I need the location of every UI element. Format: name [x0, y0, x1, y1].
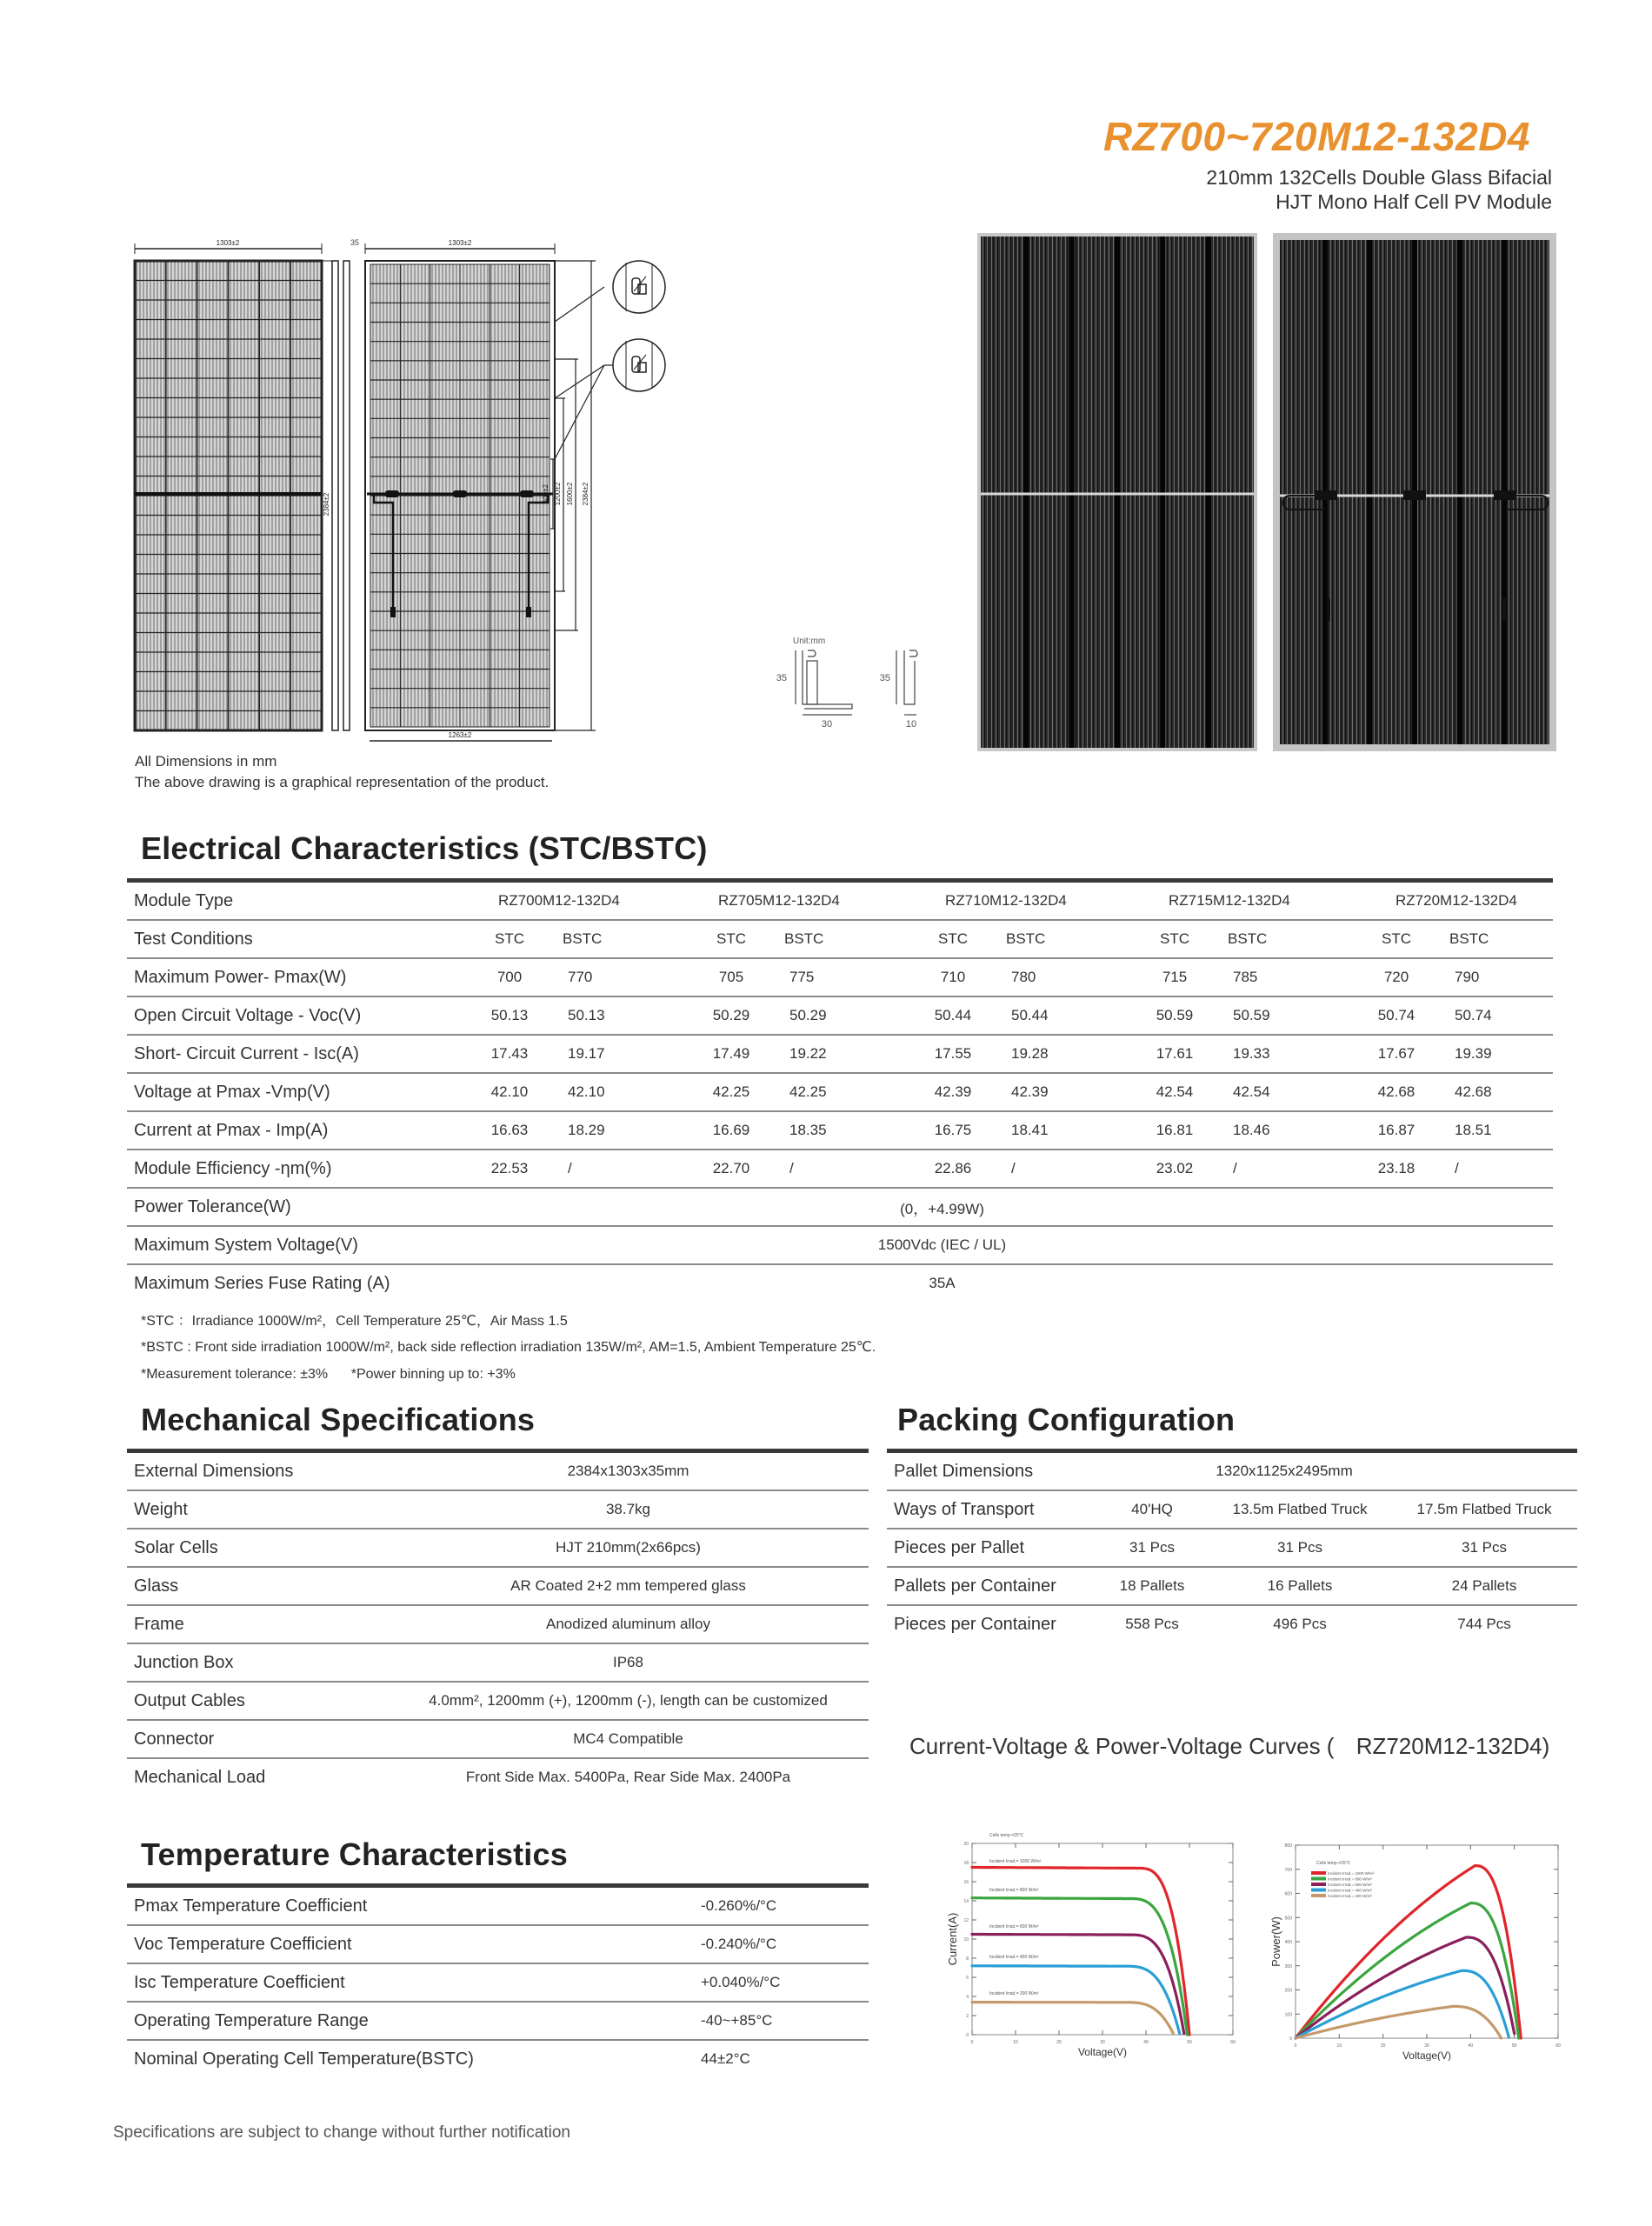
y-tick-label: 18 [963, 1861, 969, 1866]
module-type-label: Module Type [127, 883, 470, 920]
bstc-value: 19.22 [770, 1035, 914, 1073]
dim-1600: 1600±2 [566, 482, 574, 506]
temperature-row-label: Operating Temperature Range [127, 2002, 536, 2040]
bstc-value: 42.25 [770, 1073, 914, 1111]
mechanical-table [127, 1453, 869, 1796]
mechanical-row-label: Output Cables [127, 1682, 388, 1720]
electrical-row-label: Maximum Power- Pmax(W) [127, 958, 470, 996]
bstc-value: 42.68 [1436, 1073, 1553, 1111]
plot-frame [972, 1843, 1233, 2035]
bstc-value: 775 [770, 958, 914, 996]
mechanical-row-label: Glass [127, 1567, 388, 1605]
frame-short-height: 35 [879, 673, 890, 683]
temperature-row [127, 2040, 869, 2077]
y-tick-label: 14 [963, 1899, 969, 1904]
x-tick-label: 40 [1143, 2040, 1149, 2045]
frame-long-height: 35 [776, 673, 787, 683]
stc-value: 23.18 [1357, 1150, 1436, 1188]
legend-label: Incident Irrad.= 400 W/m² [1328, 1888, 1372, 1893]
stc-value: 16.87 [1357, 1111, 1436, 1150]
packing-row-value: 744 Pcs [1457, 1616, 1511, 1632]
junction-box-center [453, 490, 467, 497]
legend-swatch [1311, 1889, 1326, 1892]
x-tick-label: 30 [1424, 2043, 1429, 2049]
packing-row-value: 40'HQ [1096, 1490, 1209, 1529]
stc-value: 17.67 [1357, 1035, 1436, 1073]
packing-row-value: 31 Pcs [1391, 1529, 1577, 1567]
mechanical-row-value: 38.7kg [388, 1490, 869, 1529]
mechanical-row-value: Front Side Max. 5400Pa, Rear Side Max. 2400Pa [465, 1769, 791, 1785]
iv-series-line [972, 1935, 1184, 2034]
bstc-value: 42.10 [549, 1073, 692, 1111]
model-prefix: RZ [1102, 114, 1158, 159]
temperature-row [127, 1963, 869, 2002]
legend-label: Incident Irrad.= 200 W/m² [1328, 1894, 1372, 1898]
temperature-row [127, 1925, 869, 1963]
footnote-tolerance: *Measurement tolerance: ±3% *Power binning up to: +3% [141, 1367, 516, 1382]
pv-series-line [1296, 1970, 1509, 2038]
condition-bstc: BSTC [1436, 920, 1553, 958]
pv-curve-chart [1243, 1817, 1574, 2061]
temperature-section-title: Temperature Characteristics [141, 1836, 568, 1872]
model-range: 700~720M12-132D4 [1157, 114, 1530, 159]
stc-value: 42.68 [1357, 1073, 1436, 1111]
stc-value: 42.39 [914, 1073, 992, 1111]
height-label-side: 2384±2 [323, 492, 330, 517]
electrical-row [127, 1111, 1553, 1150]
front-view-drawing [135, 239, 322, 730]
bstc-value: / [549, 1150, 692, 1188]
model-name: RZ710M12-132D4 [914, 883, 1136, 920]
legend-label: Incident Irrad.= 600 W/m² [1328, 1883, 1372, 1887]
module-type-row [127, 883, 1553, 920]
test-conditions-row [127, 920, 1553, 958]
y-tick-label: 16 [963, 1880, 969, 1885]
legend-swatch [1311, 1894, 1326, 1897]
mechanical-row [127, 1682, 869, 1720]
stc-value: 710 [914, 958, 992, 996]
mechanical-row [127, 1758, 869, 1796]
temperature-row [127, 1888, 869, 1925]
mechanical-row [127, 1453, 869, 1490]
stc-value: 16.63 [470, 1111, 549, 1150]
mechanical-row-value: IP68 [388, 1643, 869, 1682]
condition-stc: STC [692, 920, 770, 958]
stc-value: 22.86 [914, 1150, 992, 1188]
bstc-value: 19.28 [992, 1035, 1136, 1073]
packing-row-value: 16 Pallets [1209, 1567, 1391, 1605]
y-axis-label: Power(W) [1269, 1916, 1282, 1967]
legend-swatch [1311, 1871, 1326, 1875]
back-view-drawing [365, 239, 555, 741]
legend-swatch [1311, 1877, 1326, 1881]
iv-series-line [972, 1966, 1180, 2034]
stc-value: 22.70 [692, 1150, 770, 1188]
frame-section-long [796, 650, 852, 715]
bstc-value: 780 [992, 958, 1136, 996]
model-name: RZ720M12-132D4 [1357, 883, 1553, 920]
max-fuse-rating-value: 35A [929, 1275, 956, 1291]
series-label: Incident Irrad.= 400 W/m² [989, 1955, 1039, 1960]
bstc-value: 790 [1436, 958, 1553, 996]
dim-2384: 2384±2 [582, 482, 590, 506]
power-tolerance-row [127, 1188, 1553, 1226]
y-tick-label: 8 [966, 1956, 969, 1962]
packing-row-value: 17.5m Flatbed Truck [1391, 1490, 1577, 1529]
y-tick-label: 400 [1284, 1940, 1292, 1945]
temperature-row [127, 2002, 869, 2040]
electrical-section-title: Electrical Characteristics (STC/BSTC) [141, 830, 708, 866]
condition-stc: STC [914, 920, 992, 958]
x-axis-label: Voltage(V) [1402, 2049, 1452, 2061]
temperature-row-value: -0.260%/°C [536, 1888, 869, 1925]
series-label: Incident Irrad.= 600 W/m² [989, 1923, 1039, 1929]
condition-stc: STC [1357, 920, 1436, 958]
y-tick-label: 10 [963, 1937, 969, 1943]
drawing-note-units: All Dimensions in mm [135, 753, 277, 770]
bstc-value: 50.59 [1214, 996, 1357, 1035]
power-tolerance-label: Power Tolerance(W) [127, 1188, 470, 1226]
mechanical-row-label: Mechanical Load [134, 1767, 266, 1787]
y-tick-label: 100 [1284, 2012, 1292, 2018]
packing-row [887, 1567, 1577, 1605]
x-axis-label: Voltage(V) [1077, 2046, 1128, 2058]
electrical-row-label: Open Circuit Voltage - Voc(V) [127, 996, 470, 1035]
stc-value: 715 [1136, 958, 1214, 996]
electrical-row [127, 958, 1553, 996]
junction-box-left [385, 490, 399, 497]
side-view-drawing [322, 238, 359, 730]
packing-section-title: Packing Configuration [897, 1402, 1236, 1437]
electrical-row [127, 1035, 1553, 1073]
mechanical-row-value: MC4 Compatible [388, 1720, 869, 1758]
bstc-value: 50.13 [549, 996, 692, 1035]
junction-box-right [520, 490, 534, 497]
stc-value: 50.59 [1136, 996, 1214, 1035]
stc-value: 17.43 [470, 1035, 549, 1073]
footnote-bstc: *BSTC : Front side irradiation 1000W/m², back side reflection irradiation 135W/m², AM=1.5, Ambient Temperature 25℃. [141, 1340, 876, 1355]
y-tick-label: 6 [966, 1976, 969, 1981]
bstc-value: / [992, 1150, 1136, 1188]
dim-400: 400±2 [542, 483, 550, 504]
test-conditions-label: Test Conditions [127, 920, 470, 958]
model-name: RZ700M12-132D4 [470, 883, 692, 920]
mechanical-row-value: HJT 210mm(2x66pcs) [388, 1529, 869, 1567]
x-tick-label: 0 [970, 2040, 974, 2045]
bstc-value: 50.29 [770, 996, 914, 1035]
stc-value: 42.10 [470, 1073, 549, 1111]
dim-1200: 1200±2 [554, 482, 562, 506]
mechanical-row-value: AR Coated 2+2 mm tempered glass [388, 1567, 869, 1605]
legend-swatch [1311, 1883, 1326, 1886]
packing-row [887, 1490, 1577, 1529]
max-system-voltage-label: Maximum System Voltage(V) [127, 1226, 470, 1264]
stc-value: 17.49 [692, 1035, 770, 1073]
y-tick-label: 200 [1284, 1988, 1292, 1994]
packing-row-value: 31 Pcs [1096, 1529, 1209, 1567]
y-tick-label: 0 [966, 2033, 969, 2038]
curves-title-text: Current-Voltage & Power-Voltage Curves ( [909, 1733, 1335, 1759]
packing-row [887, 1529, 1577, 1567]
condition-bstc: BSTC [1214, 920, 1357, 958]
max-system-voltage-row [127, 1226, 1553, 1264]
max-fuse-rating-row [127, 1264, 1553, 1302]
model-name: RZ705M12-132D4 [692, 883, 914, 920]
stc-value: 23.02 [1136, 1150, 1214, 1188]
y-tick-label: 12 [963, 1918, 969, 1923]
frame-short-width: 10 [905, 719, 917, 730]
mechanical-row-label: Solar Cells [127, 1529, 388, 1567]
bstc-value: / [1214, 1150, 1357, 1188]
bottom-width-label: 1263±2 [448, 731, 472, 739]
y-tick-label: 300 [1284, 1963, 1292, 1969]
temperature-row-value: +0.040%/°C [536, 1963, 869, 2002]
stc-value: 50.74 [1357, 996, 1436, 1035]
packing-row-label: Pieces per Container [894, 1614, 1056, 1634]
condition-stc: STC [470, 920, 549, 958]
bstc-value: 18.46 [1214, 1111, 1357, 1150]
bstc-value: 18.35 [770, 1111, 914, 1150]
temperature-row-label: Pmax Temperature Coefficient [127, 1888, 536, 1925]
packing-row-value: 24 Pallets [1391, 1567, 1577, 1605]
stc-value: 50.13 [470, 996, 549, 1035]
curves-title [909, 1733, 1549, 1760]
bstc-value: / [770, 1150, 914, 1188]
electrical-row-label: Short- Circuit Current - Isc(A) [127, 1035, 470, 1073]
bstc-value: 785 [1214, 958, 1357, 996]
temperature-table [127, 1888, 869, 2077]
packing-row-label: Ways of Transport [887, 1490, 1096, 1529]
bstc-value: / [1436, 1150, 1553, 1188]
legend-label: Incident Irrad.= 1000 W/m² [1328, 1871, 1375, 1876]
footnote-stc: *STC ：Irradiance 1000W/m²，Cell Temperature 25℃，Air Mass 1.5 [141, 1314, 568, 1329]
electrical-row [127, 996, 1553, 1035]
packing-row-label: Pallets per Container [887, 1567, 1096, 1605]
mounting-hole-detail-1 [613, 261, 665, 313]
mechanical-row [127, 1605, 869, 1643]
stc-value: 16.81 [1136, 1111, 1214, 1150]
stc-value: 17.61 [1136, 1035, 1214, 1073]
x-tick-label: 10 [1013, 2040, 1018, 2045]
mechanical-row-value: 4.0mm², 1200mm (+), 1200mm (-), length can be customized [388, 1682, 869, 1720]
bstc-value: 19.39 [1436, 1035, 1553, 1073]
x-tick-label: 20 [1380, 2043, 1386, 2049]
packing-table [887, 1453, 1577, 1643]
curves-title-model: RZ720M12-132D4) [1356, 1733, 1550, 1759]
x-tick-label: 50 [1511, 2043, 1517, 2049]
temperature-row-label: Voc Temperature Coefficient [127, 1925, 536, 1963]
bstc-value: 42.54 [1214, 1073, 1357, 1111]
mechanical-row-value: Anodized aluminum alloy [388, 1605, 869, 1643]
stc-value: 50.29 [692, 996, 770, 1035]
chart-annotation: Cells temp.=25°C [1316, 1861, 1351, 1866]
mechanical-row [127, 1643, 869, 1682]
condition-stc: STC [1136, 920, 1214, 958]
mechanical-row [127, 1720, 869, 1758]
y-tick-label: 700 [1284, 1867, 1292, 1873]
condition-bstc: BSTC [770, 920, 914, 958]
frame-long-width: 30 [821, 719, 833, 730]
bstc-value: 42.39 [992, 1073, 1136, 1111]
bstc-value: 18.29 [549, 1111, 692, 1150]
stc-value: 720 [1357, 958, 1436, 996]
x-tick-label: 10 [1336, 2043, 1342, 2049]
max-system-voltage-value: 1500Vdc (IEC / UL) [470, 1226, 1553, 1264]
model-title [1103, 113, 1530, 160]
y-tick-label: 500 [1284, 1916, 1292, 1922]
series-label: Incident Irrad.= 200 W/m² [989, 1990, 1039, 1996]
y-axis-label: Current(A) [946, 1912, 959, 1966]
subtitle-line-2: HJT Mono Half Cell PV Module [1276, 190, 1552, 213]
module-photos [977, 233, 1560, 751]
bstc-value: 50.44 [992, 996, 1136, 1035]
electrical-row-label: Module Efficiency -ηm(%) [127, 1150, 470, 1188]
x-tick-label: 50 [1187, 2040, 1192, 2045]
pallet-dimensions-row [887, 1453, 1577, 1490]
x-tick-label: 20 [1056, 2040, 1062, 2045]
module-back-photo [1273, 233, 1556, 751]
y-tick-label: 2 [966, 2014, 969, 2019]
technical-drawing [122, 235, 956, 756]
series-label: Incident Irrad.= 800 W/m² [989, 1888, 1039, 1893]
stc-value: 16.75 [914, 1111, 992, 1150]
packing-row [887, 1605, 1577, 1643]
disclaimer: Specifications are subject to change without further notification [113, 2123, 570, 2142]
back-width-label: 1303±2 [448, 239, 472, 247]
power-tolerance-value: (0，+4.99W) [470, 1188, 1553, 1226]
mounting-hole-detail-2 [613, 339, 665, 391]
x-tick-label: 40 [1468, 2043, 1474, 2049]
stc-value: 50.44 [914, 996, 992, 1035]
x-tick-label: 30 [1100, 2040, 1105, 2045]
pallet-dimensions-value: 1320x1125x2495mm [1096, 1453, 1577, 1490]
product-subtitle [1206, 165, 1552, 214]
electrical-row [127, 1073, 1553, 1111]
temperature-row-label: Nominal Operating Cell Temperature(BSTC) [134, 2049, 474, 2069]
unit-label: Unit:mm [793, 636, 826, 646]
electrical-table [127, 883, 1553, 1302]
bstc-value: 50.74 [1436, 996, 1553, 1035]
temperature-row-value: -0.240%/°C [536, 1925, 869, 1963]
stc-value: 22.53 [470, 1150, 549, 1188]
mechanical-row-label: Junction Box [127, 1643, 388, 1682]
stc-value: 42.54 [1136, 1073, 1214, 1111]
packing-row-value: 558 Pcs [1125, 1616, 1179, 1632]
chart-annotation: Cells temp.=25°C [989, 1833, 1024, 1838]
y-tick-label: 0 [1289, 2036, 1292, 2042]
bstc-value: 18.51 [1436, 1111, 1553, 1150]
temperature-row-value: 44±2°C [701, 2050, 750, 2067]
bstc-value: 18.41 [992, 1111, 1136, 1150]
mechanical-row-label: Connector [127, 1720, 388, 1758]
mechanical-row [127, 1567, 869, 1605]
stc-value: 705 [692, 958, 770, 996]
electrical-row [127, 1150, 1553, 1188]
bstc-value: 770 [549, 958, 692, 996]
y-tick-label: 600 [1284, 1891, 1292, 1897]
electrical-row-label: Voltage at Pmax -Vmp(V) [127, 1073, 470, 1111]
temperature-row-label: Isc Temperature Coefficient [127, 1963, 536, 2002]
packing-row-value: 496 Pcs [1273, 1616, 1327, 1632]
electrical-row-label: Current at Pmax - Imp(A) [127, 1111, 470, 1150]
stc-value: 42.25 [692, 1073, 770, 1111]
mechanical-row-value: 2384x1303x35mm [388, 1453, 869, 1490]
iv-series-line [972, 2003, 1173, 2034]
thickness-label: 35 [350, 238, 360, 247]
packing-row-value: 31 Pcs [1209, 1529, 1391, 1567]
bstc-value: 19.33 [1214, 1035, 1357, 1073]
model-name: RZ715M12-132D4 [1136, 883, 1357, 920]
temperature-row-value: -40~+85°C [536, 2002, 869, 2040]
condition-bstc: BSTC [549, 920, 692, 958]
condition-bstc: BSTC [992, 920, 1136, 958]
mechanical-row [127, 1490, 869, 1529]
pallet-dimensions-label: Pallet Dimensions [887, 1453, 1096, 1490]
mechanical-row [127, 1529, 869, 1567]
packing-row-value: 18 Pallets [1096, 1567, 1209, 1605]
y-tick-label: 4 [966, 1995, 969, 2000]
stc-value: 700 [470, 958, 549, 996]
frame-section-short [896, 650, 917, 715]
max-fuse-rating-label: Maximum Series Fuse Rating (A) [134, 1273, 390, 1293]
x-tick-label: 60 [1555, 2043, 1561, 2049]
packing-row-value: 13.5m Flatbed Truck [1209, 1490, 1391, 1529]
bstc-value: 19.17 [549, 1035, 692, 1073]
x-tick-label: 60 [1230, 2040, 1236, 2045]
series-label: Incident Irrad.= 1000 W/m² [989, 1859, 1042, 1864]
x-tick-label: 0 [1294, 2043, 1297, 2049]
mechanical-row-label: External Dimensions [127, 1453, 388, 1490]
legend-label: Incident Irrad.= 800 W/m² [1328, 1876, 1372, 1882]
stc-value: 17.55 [914, 1035, 992, 1073]
drawing-note-representation: The above drawing is a graphical representation of the product. [135, 774, 550, 790]
subtitle-line-1: 210mm 132Cells Double Glass Bifacial [1206, 166, 1552, 189]
mechanical-row-label: Weight [127, 1490, 388, 1529]
iv-curve-chart [939, 1817, 1243, 2061]
mechanical-section-title: Mechanical Specifications [141, 1402, 536, 1437]
module-front-photo [977, 233, 1257, 751]
mechanical-row-label: Frame [127, 1605, 388, 1643]
y-tick-label: 800 [1284, 1843, 1292, 1849]
stc-value: 16.69 [692, 1111, 770, 1150]
packing-row-label: Pieces per Pallet [887, 1529, 1096, 1567]
front-width-label: 1303±2 [216, 239, 240, 247]
y-tick-label: 20 [963, 1842, 969, 1847]
